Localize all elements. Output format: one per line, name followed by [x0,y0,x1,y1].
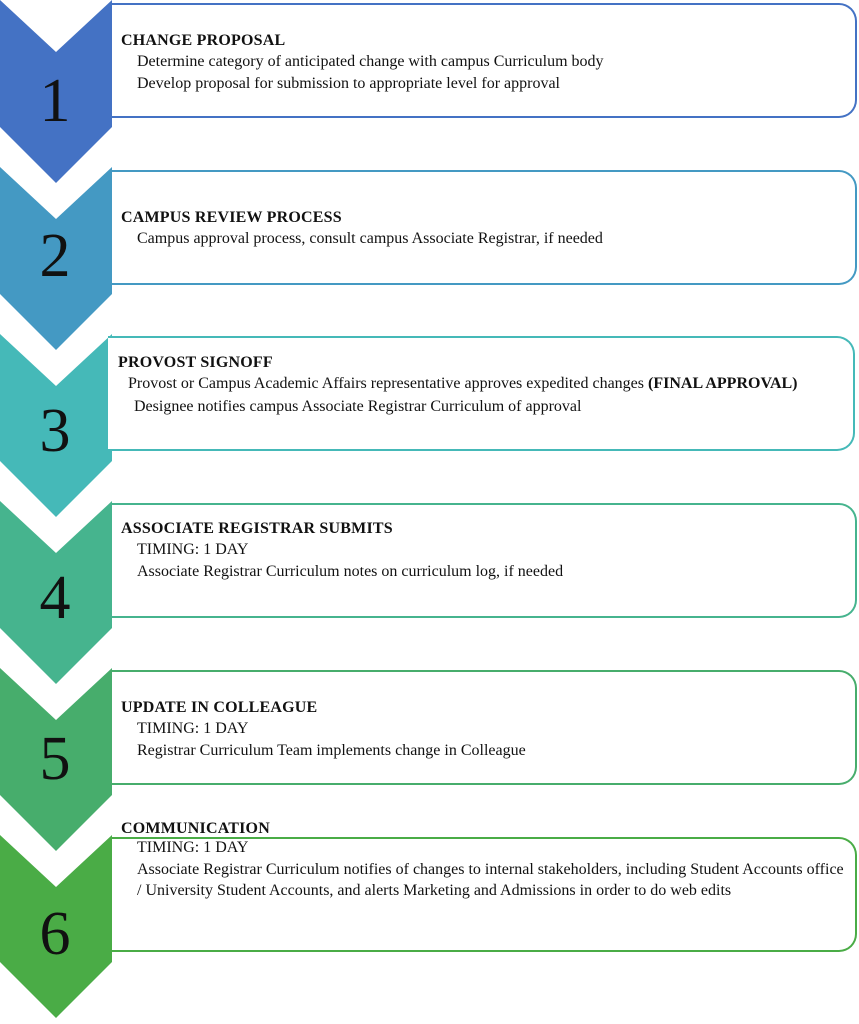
step-6-title: COMMUNICATION [121,820,270,837]
step-1-content [121,30,841,94]
step-3-final-approval: (FINAL APPROVAL) [648,375,798,392]
step-1-line-2: Develop proposal for submission to appropriate level for approval [137,75,560,92]
step-6-content [121,818,849,901]
step-2-number: 2 [39,222,71,290]
step-6-timing: TIMING: 1 DAY [137,839,249,856]
step-5-content [121,697,841,761]
step-1-title: CHANGE PROPOSAL [121,32,286,49]
step-3-title: PROVOST SIGNOFF [118,354,273,371]
step-3-content [118,352,808,417]
step-5-timing: TIMING: 1 DAY [137,720,249,737]
step-5-number: 5 [39,725,71,793]
step-3-line-2: Designee notifies campus Associate Registrar Curriculum of approval [134,398,582,415]
step-2-line-1: Campus approval process, consult campus Associate Registrar, if needed [137,230,603,247]
step-4-line-2: Associate Registrar Curriculum notes on curriculum log, if needed [137,563,564,580]
step-1-number: 1 [39,67,71,135]
step-4-content [121,518,841,582]
step-1-line-1: Determine category of anticipated change with campus Curriculum body [137,53,604,70]
step-4-number: 4 [39,564,71,632]
step-4-timing: TIMING: 1 DAY [137,541,249,558]
step-4-title: ASSOCIATE REGISTRAR SUBMITS [121,520,393,537]
step-6-line-2: Associate Registrar Curriculum notifies of changes to internal stakeholders, including Student Accounts office / University Student Accounts, and alerts Marketing and Admissions in order to do web edits [137,861,844,899]
step-2-content [121,207,841,249]
step-2-title: CAMPUS REVIEW PROCESS [121,209,342,226]
step-5-title: UPDATE IN COLLEAGUE [121,699,318,716]
step-3-line-1 [118,373,808,394]
step-6-number: 6 [39,900,71,968]
step-3-line-1-text: Provost or Campus Academic Affairs representative approves expedited changes [128,375,644,392]
step-3-number: 3 [39,397,71,465]
step-5-line-2: Registrar Curriculum Team implements change in Colleague [137,742,526,759]
